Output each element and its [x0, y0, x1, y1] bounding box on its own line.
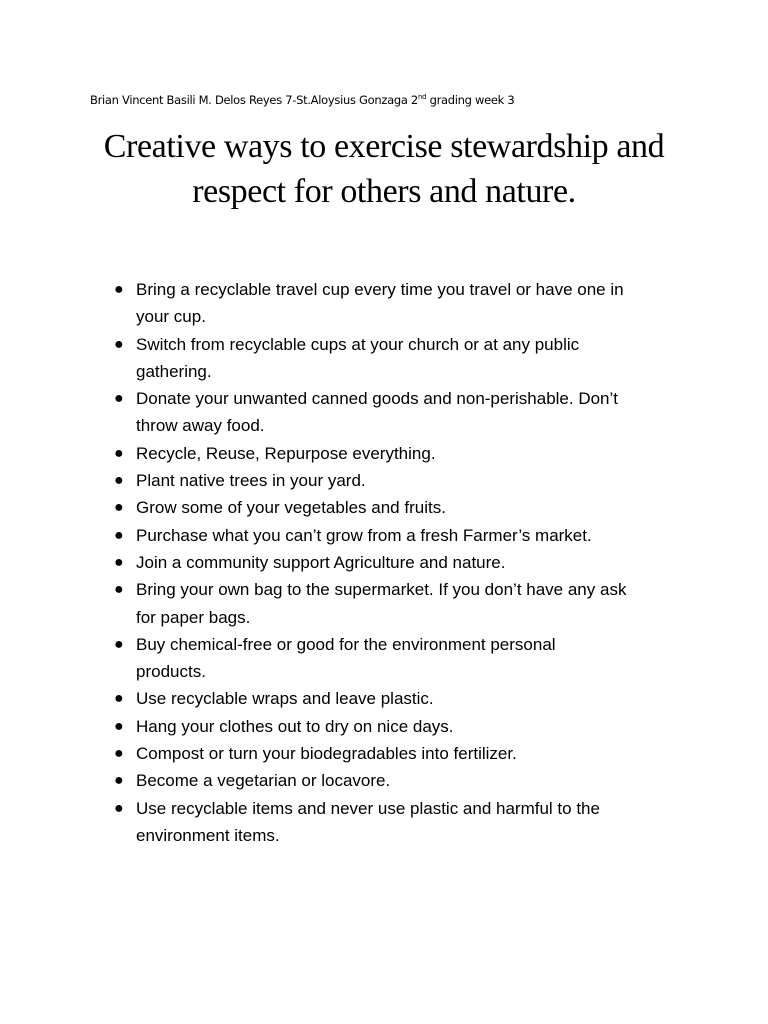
- bullet-icon: ●: [114, 281, 124, 298]
- list-item: [112, 576, 702, 631]
- bullet-icon: ●: [114, 581, 124, 599]
- bullet-icon: ●: [114, 472, 124, 490]
- list-item-text: Use recyclable items and never use plastic and harmful to the environment items.: [136, 798, 600, 845]
- bullet-icon: ●: [114, 690, 124, 708]
- list-item: [112, 685, 702, 712]
- list-item-text: Become a vegetarian or locavore.: [136, 771, 391, 791]
- list-item-text: Recycle, Reuse, Repurpose everything.: [136, 443, 436, 463]
- list-item-text: Grow some of your vegetables and fruits.: [136, 498, 446, 518]
- list-item-text: Bring a recyclable travel cup every time you travel or have one in your cup.: [136, 280, 624, 327]
- bullet-icon: ●: [114, 635, 124, 653]
- header-text: Brian Vincent Basili M. Delos Reyes 7-St.Aloysius Gonzaga 2: [90, 93, 418, 107]
- bullet-icon: ●: [114, 799, 124, 817]
- bullet-icon: ●: [114, 390, 124, 408]
- list-item: [112, 795, 702, 850]
- author-header: [90, 93, 514, 107]
- bullet-icon: ●: [114, 772, 124, 790]
- stewardship-list: [112, 276, 702, 849]
- list-item: [112, 631, 702, 686]
- bullet-icon: ●: [114, 717, 124, 735]
- header-superscript: nd: [417, 93, 427, 102]
- list-item-text: Compost or turn your biodegradables into fertilizer.: [136, 744, 517, 764]
- bullet-icon: ●: [114, 444, 124, 462]
- list-item-text: Plant native trees in your yard.: [136, 471, 366, 491]
- title-line-1: Creative ways to exercise stewardship and: [103, 128, 665, 165]
- list-item-text: Purchase what you can’t grow from a fresh Farmer’s market.: [136, 525, 592, 545]
- title-line-2: respect for others and nature.: [192, 173, 576, 210]
- list-item: [112, 276, 702, 331]
- document-title: [60, 124, 708, 214]
- header-suffix: grading week 3: [426, 93, 515, 107]
- list-item: [112, 385, 702, 440]
- list-item-text: Join a community support Agriculture and nature.: [136, 552, 506, 572]
- list-item-text: Hang your clothes out to dry on nice days.: [136, 716, 454, 736]
- list-item: [112, 494, 702, 521]
- list-item: [112, 522, 702, 549]
- list-item-text: Switch from recyclable cups at your church or at any public gathering.: [136, 334, 580, 381]
- list-item: [112, 467, 702, 494]
- list-item: [112, 331, 702, 386]
- list-item-text: Buy chemical-free or good for the environment personal products.: [136, 634, 556, 682]
- bullet-icon: ●: [114, 499, 124, 517]
- list-item: [112, 713, 702, 740]
- list-item-text: Use recyclable wraps and leave plastic.: [136, 689, 434, 709]
- list-item: [112, 440, 702, 467]
- list-item: [112, 549, 702, 576]
- list-item-text: Donate your unwanted canned goods and non-perishable. Don’t throw away food.: [136, 389, 619, 436]
- bullet-icon: ●: [114, 526, 124, 544]
- list-item: [112, 767, 702, 794]
- list-item-text: Bring your own bag to the supermarket. If you don’t have any ask for paper bags.: [136, 580, 627, 627]
- bullet-icon: ●: [114, 335, 124, 353]
- bullet-icon: ●: [114, 745, 124, 763]
- bullet-icon: ●: [114, 553, 124, 571]
- list-item: [112, 740, 702, 767]
